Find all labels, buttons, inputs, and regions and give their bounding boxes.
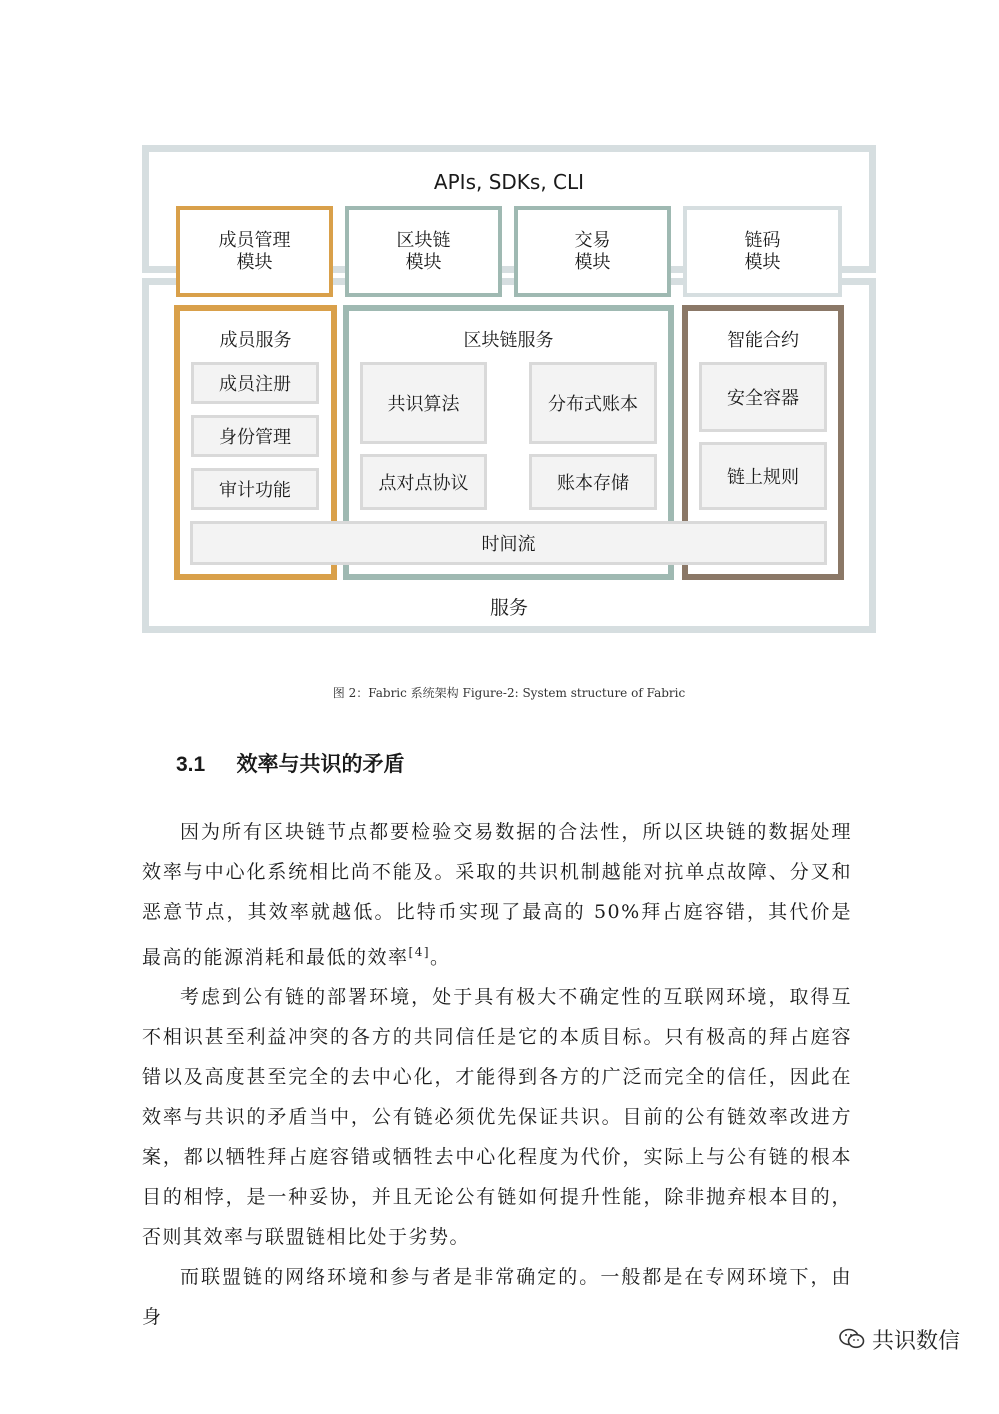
module-label: 链码 模块 <box>744 229 781 273</box>
contract-item-container: 安全容器 <box>699 362 827 432</box>
member-item-identity: 身份管理 <box>191 415 319 457</box>
service-label: 服务 <box>489 596 528 619</box>
contract-item-rules: 链上规则 <box>699 442 827 510</box>
paragraph-2: 考虑到公有链的部署环境，处于具有极大不确定性的互联网环境，取得互不相识甚至利益冲突的各方的共同信任是它的本质目标。只有极高的拜占庭容错以及高度甚至完全的去中心化，才能得到各方的广泛而完全的信任，因此在效率与共识的矛盾当中，公有链必须优先保证共识。目前的公有链效率改进方案，都以牺牲拜占庭容错或牺牲去中心化程度为代价，实际上与公有链的根本目的相悖，是一种妥协，并且无论公有链如何提升性能，除非抛弃根本目的，否则其效率与联盟链相比处于劣势。 <box>142 986 852 1249</box>
module-label: 成员管理 模块 <box>218 229 291 273</box>
chain-item-storage: 账本存储 <box>529 454 657 510</box>
module-chaincode <box>683 206 842 297</box>
watermark-text: 共识数信 <box>872 1328 961 1354</box>
reference-mark[interactable]: [4] <box>408 945 431 959</box>
chain-item-p2p: 点对点协议 <box>360 454 487 510</box>
chain-item-consensus: 共识算法 <box>360 362 487 444</box>
member-service-title: 成员服务 <box>219 330 292 351</box>
module-label: 区块链 模块 <box>396 229 451 273</box>
section-title: 效率与共识的矛盾 <box>236 752 405 776</box>
section-heading <box>176 748 676 780</box>
section-number: 3.1 <box>176 753 206 776</box>
smart-contract-title: 智能合约 <box>727 330 799 351</box>
module-member-management <box>176 206 333 297</box>
watermark <box>838 1322 978 1356</box>
api-label: APIs, SDKs, CLI <box>433 170 585 194</box>
paragraph-1: 因为所有区块链节点都要检验交易数据的合法性，所以区块链的数据处理效率与中心化系统相比尚不能及。采取的共识机制越能对抗单点故障、分叉和恶意节点，其效率就越低。比特币实现了最高的 50%拜占庭容错，其代价是最高的能源消耗和最低的效率[4]。 <box>142 821 852 969</box>
module-transaction <box>514 206 671 297</box>
member-item-audit: 审计功能 <box>191 468 319 510</box>
architecture-diagram <box>0 0 999 660</box>
body-text <box>142 812 852 1337</box>
module-blockchain <box>345 206 502 297</box>
wechat-icon <box>838 1327 866 1351</box>
paragraph-3: 而联盟链的网络环境和参与者是非常确定的。一般都是在专网环境下，由身 <box>142 1266 852 1329</box>
module-label: 交易 模块 <box>574 229 611 273</box>
figure-caption: 图 2：Fabric 系统架构 Figure-2: System structure of Fabric <box>332 685 686 700</box>
member-item-registration: 成员注册 <box>191 362 319 404</box>
chain-service-title: 区块链服务 <box>463 330 554 351</box>
event-stream-bar: 时间流 <box>190 521 827 565</box>
chain-item-ledger: 分布式账本 <box>529 362 657 444</box>
